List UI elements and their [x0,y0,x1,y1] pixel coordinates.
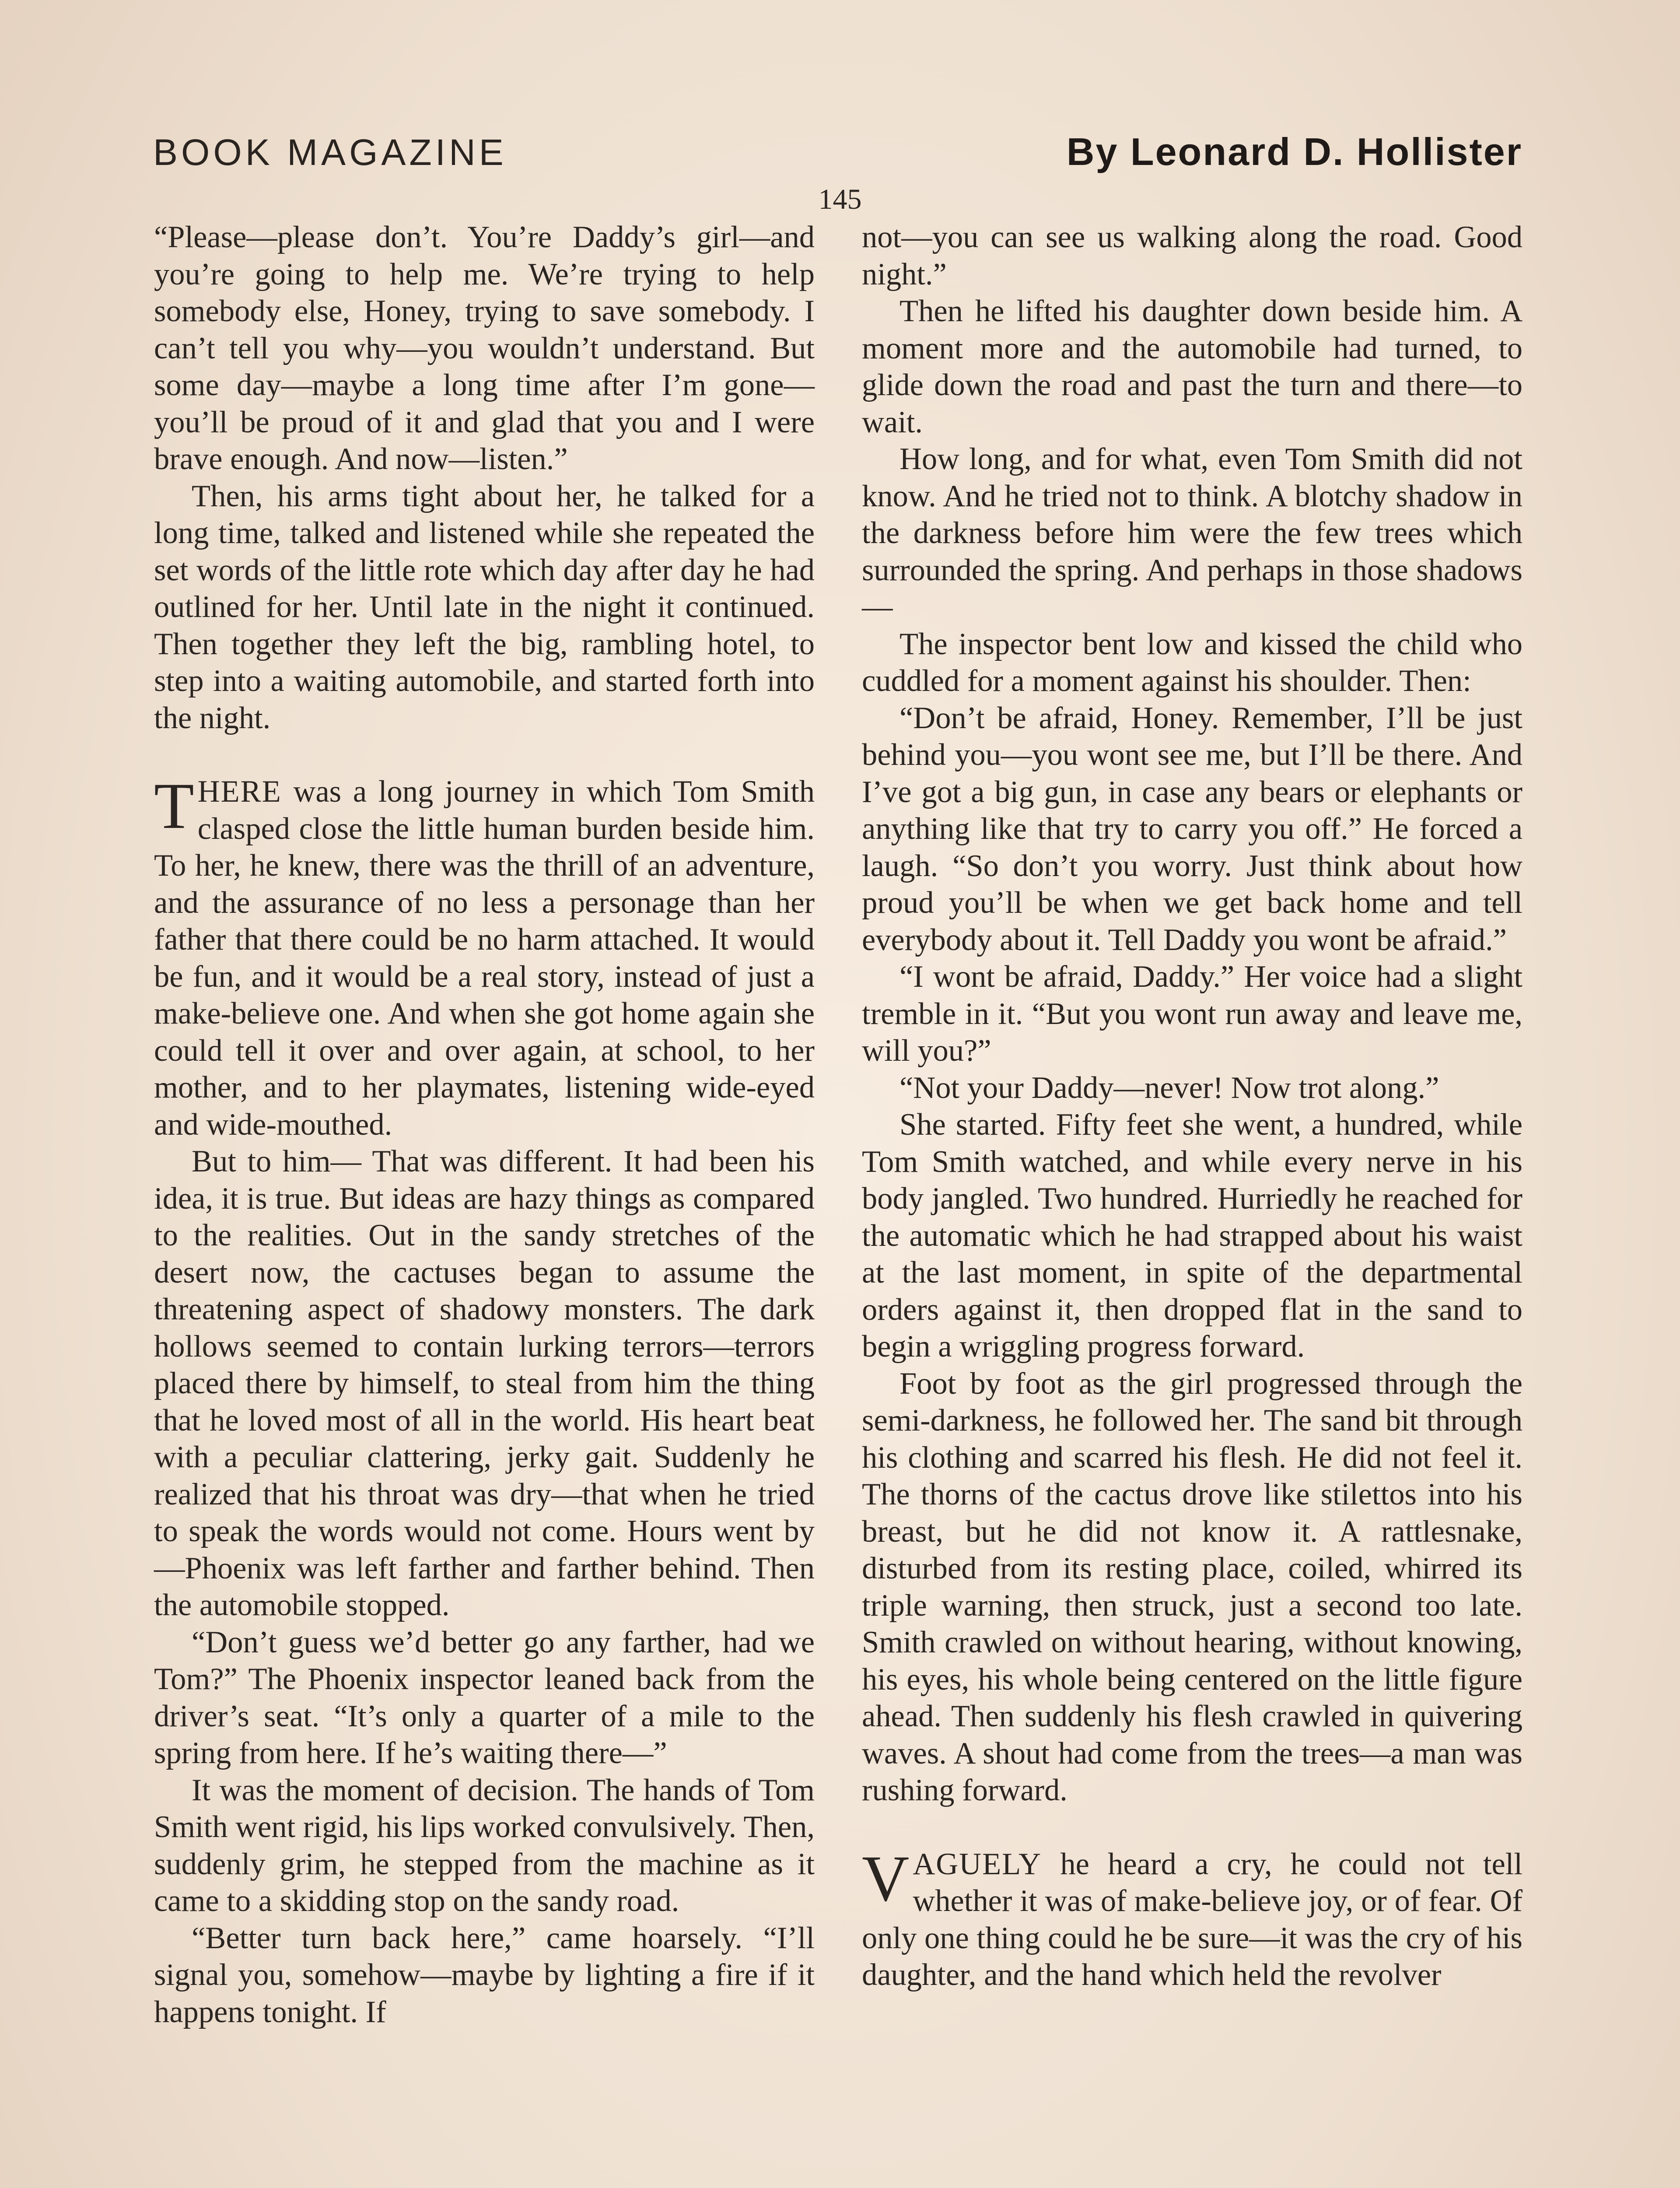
paragraph: The inspector bent low and kissed the child who cuddled for a moment against his shoulder. Then: [862,627,1522,698]
paragraph: “Please—please don’t. You’re Daddy’s girl—and you’re going to help me. We’re trying to help somebody else, Honey, trying to save somebody. I can’t tell you why—you wouldn’t understand. But some day—maybe a long time after I’m gone—you’ll be proud of it and glad that you and I were brave enough. And now—listen.” [154,220,815,476]
lead-word: HERE [197,775,282,809]
drop-cap: V [862,1842,910,1915]
lead-word: AGUELY [913,1847,1042,1881]
paragraph: not—you can see us walking along the road. Good night.” [862,220,1522,291]
paragraph: Then he lifted his daughter down beside him. A moment more and the automobile had turned, to glide down the road and past the turn and there—to wait. [862,294,1522,439]
author-byline: By Leonard D. Hollister [1066,130,1522,173]
section-paragraph [862,1842,1522,1994]
paragraph: It was the moment of decision. The hands of Tom Smith went rigid, his lips worked convulsively. Then, suddenly grim, he stepped from the machine as it came to a skidding stop on the sandy road. [154,1773,815,1918]
drop-cap: T [154,770,194,842]
paragraph: She started. Fifty feet she went, a hundred, while Tom Smith watched, and while every nerve in his body jangled. Two hundred. Hurriedly he reached for the automatic which he had strapped about his waist at the last moment, in spite of the departmental orders against it, then dropped flat in the sand to begin a wriggling progress forward. [862,1108,1522,1364]
left-column [154,219,815,2030]
paragraph: “Don’t guess we’d better go any farther, had we Tom?” The Phoenix inspector leaned back from the driver’s seat. “It’s only a quarter of a mile to the spring from here. If he’s waiting there—” [154,1625,815,1770]
paragraph-text: he heard a cry, he could not tell whether it was of make-believe joy, or of fear. Of only one thing could he be sure—it was the cry of his daughter, and the hand which held the revolver [862,1847,1522,1992]
paragraph: How long, and for what, even Tom Smith did not know. And he tried not to think. A blotchy shadow in the darkness before him were the few trees which surrounded the spring. And perhaps in those shadows— [862,442,1522,624]
page-header [153,131,1522,184]
right-column [862,219,1522,1994]
page-number: 145 [818,183,862,215]
section-paragraph [154,770,815,1143]
paragraph: Foot by foot as the girl progressed through the semi-darkness, he followed her. The sand bit through his clothing and scarred his flesh. He did not feel it. The thorns of the cactus drove like stilettos into his breast, but he did not know it. A rattlesnake, disturbed from its resting place, coiled, whirred its triple warning, then struck, just a second too late. Smith crawled on without hearing, without knowing, his eyes, his whole being centered on the little figure ahead. Then suddenly his flesh crawled in quivering waves. A shout had come from the trees—a man was rushing forward. [862,1366,1522,1807]
paragraph: Then, his arms tight about her, he talked for a long time, talked and listened while she repeated the set words of the little rote which day after day he had outlined for her. Until late in the night it continued. Then together they left the big, rambling hotel, to step into a waiting automobile, and started forth into the night. [154,479,815,735]
magazine-name: BOOK MAGAZINE [153,132,507,173]
paragraph: “Don’t be afraid, Honey. Remember, I’ll be just behind you—you wont see me, but I’ll be there. And I’ve got a big gun, in case any bears or elephants or anything like that try to carry you off.” He forced a laugh. “So don’t you worry. Just think about how proud you’ll be when we get back home and tell everybody about it. Tell Daddy you wont be afraid.” [862,701,1522,957]
paragraph: “Not your Daddy—never! Now trot along.” [900,1070,1439,1105]
paragraph: “Better turn back here,” came hoarsely. “I’ll signal you, somehow—maybe by lighting a fire if it happens tonight. If [154,1921,815,2029]
paragraph-text: was a long journey in which Tom Smith clasped close the little human burden beside him. To her, he knew, there was the thrill of an adventure, and the assurance of no less a personage than her father that there could be no harm attached. It would be fun, and it would be a real story, instead of just a make-believe one. And when she got home again she could tell it over and over again, at school, to her mother, and to her playmates, listening wide-eyed and wide-mouthed. [154,775,815,1142]
paragraph: “I wont be afraid, Daddy.” Her voice had a slight tremble in it. “But you wont run away and leave me, will you?” [862,960,1522,1068]
paragraph: But to him— That was different. It had been his idea, it is true. But ideas are hazy things as compared to the realities. Out in the sandy stretches of the desert now, the cactuses began to assume the threatening aspect of shadowy monsters. The dark hollows seemed to contain lurking terrors—terrors placed there by himself, to steal from him the thing that he loved most of all in the world. His heart beat with a peculiar clattering, jerky gait. Suddenly he realized that his throat was dry—that when he tried to speak the words would not come. Hours went by—Phoenix was left farther and farther behind. Then the automobile stopped. [154,1144,815,1622]
